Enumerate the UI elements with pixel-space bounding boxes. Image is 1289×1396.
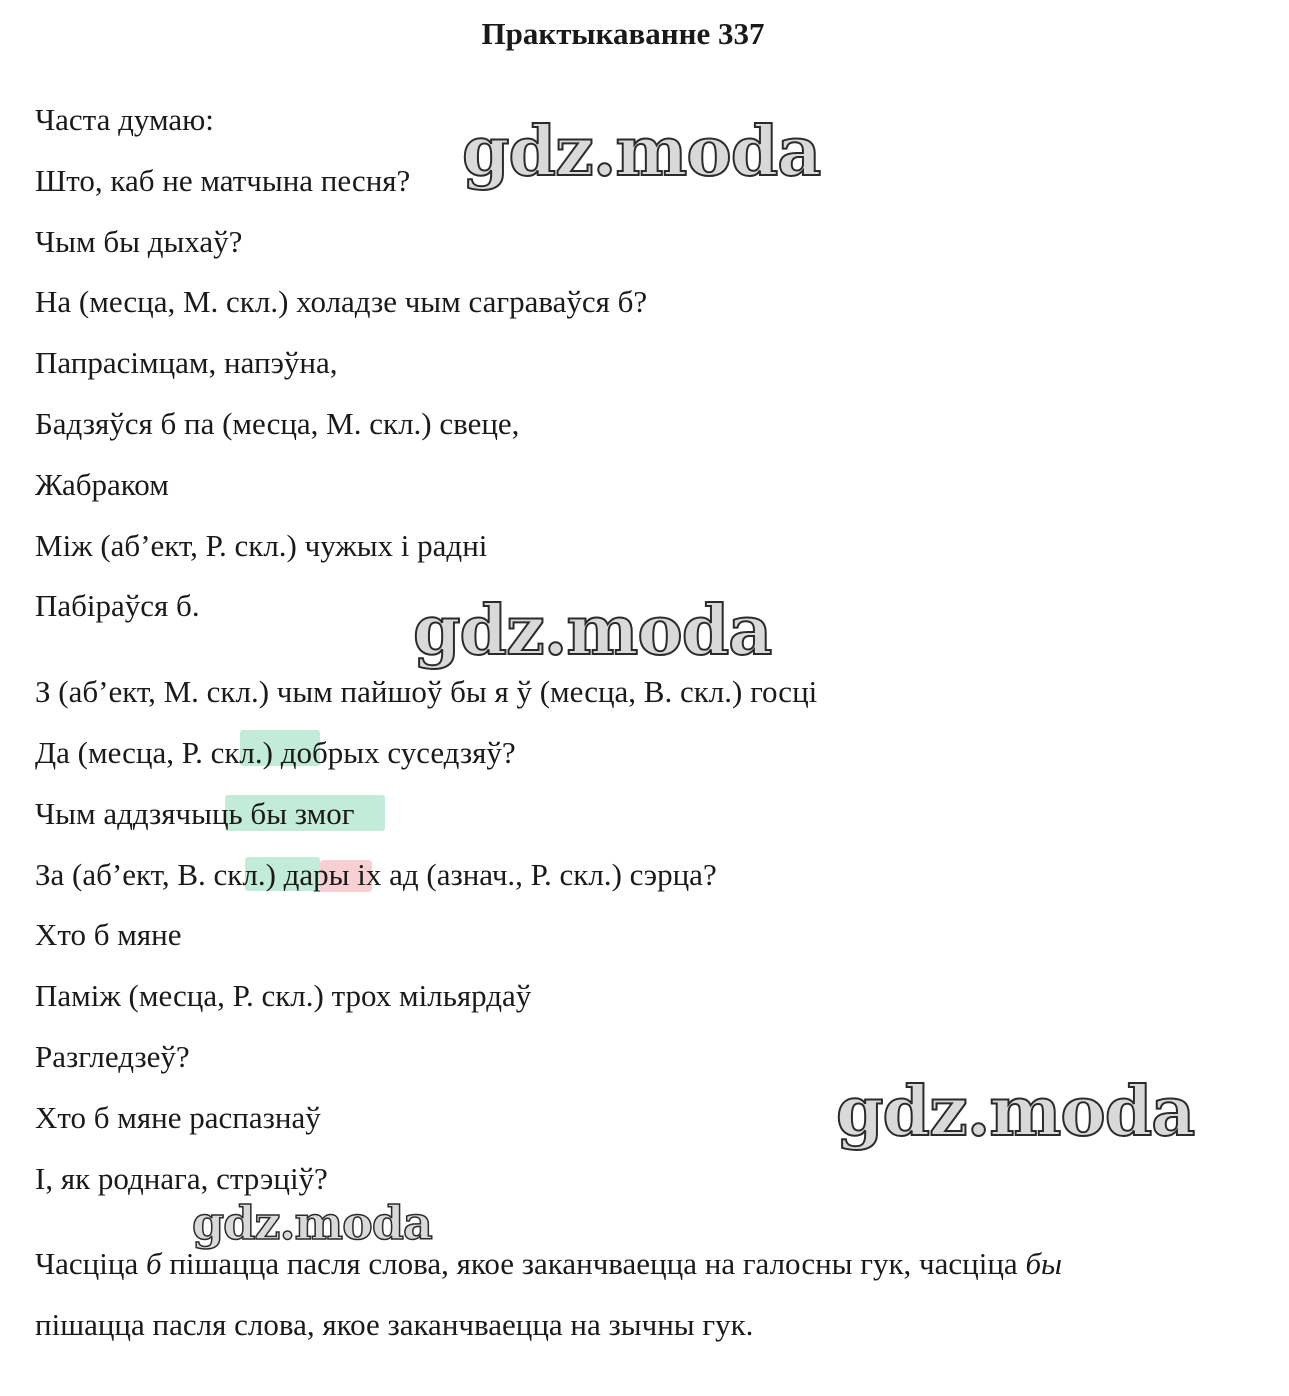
poem-line: Хто б мяне: [35, 917, 182, 952]
watermark-logo: gdz.moda: [192, 1196, 432, 1250]
poem-line: Хто б мяне распазнаў: [35, 1100, 321, 1135]
poem-line: Чым аддзячыць бы змог: [35, 796, 355, 831]
poem-line: Да (месца, Р. скл.) добрых суседзяў?: [35, 735, 516, 770]
poem-line: І, як роднага, стрэціў?: [35, 1161, 328, 1196]
poem-line: Паміж (месца, Р. скл.) трох мільярдаў: [35, 978, 532, 1013]
rule-note-line: [35, 1244, 1062, 1284]
particle-by: бы: [1025, 1246, 1063, 1281]
poem-line: Пабіраўся б.: [35, 588, 200, 623]
watermark-logo: gdz.moda: [413, 591, 772, 671]
poem-line: За (аб’ект, В. скл.) дары іх ад (азнач., Р. скл.) сэрца?: [35, 857, 717, 892]
page-title: Практыкаванне 337: [481, 16, 765, 51]
particle-b: б: [145, 1246, 162, 1281]
poem-line: Між (аб’ект, Р. скл.) чужых і радні: [35, 528, 488, 563]
rule-note-text: пішацца пасля слова, якое заканчваецца на галосны гук, часціца: [161, 1246, 1026, 1281]
poem-line: Часта думаю:: [35, 102, 214, 137]
poem-line: Жабраком: [35, 467, 169, 502]
poem-line: На (месца, М. скл.) холадзе чым саграваўся б?: [35, 284, 648, 319]
poem-line: Папрасімцам, напэўна,: [35, 345, 338, 380]
poem-line: Разгледзеў?: [35, 1039, 190, 1074]
rule-note-text: Часціца: [35, 1246, 146, 1281]
poem-line: З (аб’ект, М. скл.) чым пайшоў бы я ў (месца, В. скл.) госці: [35, 674, 818, 709]
watermark-logo: gdz.moda: [462, 112, 821, 192]
rule-note-line: пішацца пасля слова, якое заканчваецца на зычны гук.: [35, 1307, 754, 1342]
poem-line: Што, каб не матчына песня?: [35, 163, 411, 198]
poem-line: Бадзяўся б па (месца, М. скл.) свеце,: [35, 406, 520, 441]
poem-line: Чым бы дыхаў?: [35, 224, 243, 259]
watermark-logo: gdz.moda: [836, 1072, 1195, 1152]
